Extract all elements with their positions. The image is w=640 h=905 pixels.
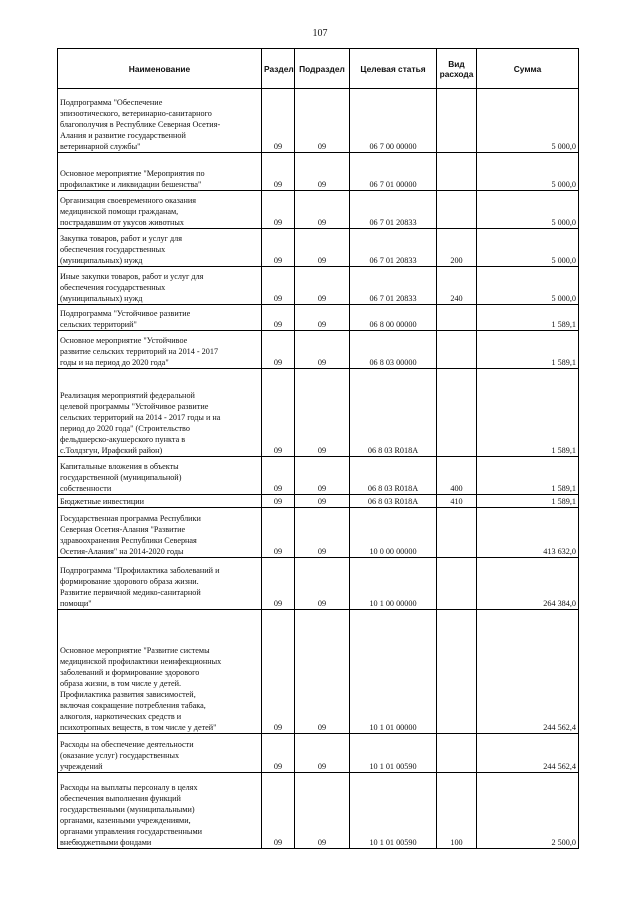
row-name: Основное мероприятие "Развитие системы медицинской профилактики неинфекционных заболеваний и формирование здорового образа жизни, в том числе у детей. Профилактика развития зависимостей, включая сокращение потребления табака, алкоголя, наркотических средств и психотропных веществ, в том числе у детей": [58, 610, 262, 734]
row-section: 09: [262, 734, 295, 773]
table-row: [58, 773, 579, 849]
row-section: 09: [262, 773, 295, 849]
table-row: [58, 229, 579, 267]
table-row: [58, 558, 579, 610]
row-subsection: 09: [295, 153, 350, 191]
row-name: Бюджетные инвестиции: [58, 495, 262, 508]
row-subsection: 09: [295, 773, 350, 849]
row-name: Реализация мероприятий федеральной целевой программы "Устойчивое развитие сельских территорий на 2014 - 2017 годы и на период до 2020 года" (Строительство фельдшерско-акушерского пункта в с.Толдзгун, Ирафский район): [58, 369, 262, 457]
row-expense-type: 410: [437, 495, 477, 508]
row-subsection: 09: [295, 508, 350, 558]
row-sum: 413 632,0: [477, 508, 579, 558]
row-target: 06 8 03 00000: [350, 331, 437, 369]
row-target: 10 0 00 00000: [350, 508, 437, 558]
row-section: 09: [262, 305, 295, 331]
row-target: 10 1 00 00000: [350, 558, 437, 610]
table-row: [58, 89, 579, 153]
row-section: 09: [262, 89, 295, 153]
row-target: 06 8 03 R018А: [350, 457, 437, 495]
row-name: Расходы на обеспечение деятельности (оказание услуг) государственных учреждений: [58, 734, 262, 773]
row-expense-type: [437, 305, 477, 331]
table-row: [58, 191, 579, 229]
table-row: [58, 305, 579, 331]
row-sum: 1 589,1: [477, 369, 579, 457]
row-subsection: 09: [295, 369, 350, 457]
page-number: 107: [312, 28, 328, 39]
row-section: 09: [262, 495, 295, 508]
row-target: 10 1 01 00590: [350, 773, 437, 849]
table-row: [58, 610, 579, 734]
table-row: [58, 331, 579, 369]
row-subsection: 09: [295, 734, 350, 773]
row-sum: 244 562,4: [477, 610, 579, 734]
row-sum: 244 562,4: [477, 734, 579, 773]
row-section: 09: [262, 267, 295, 305]
row-target: 06 8 03 R018А: [350, 369, 437, 457]
row-section: 09: [262, 508, 295, 558]
row-name: Подпрограмма "Обеспечение эпизоотического, ветеринарно-санитарного благополучия в Республике Северная Осетия- Алания и развитие государственной ветеринарной службы": [58, 89, 262, 153]
row-expense-type: 400: [437, 457, 477, 495]
row-subsection: 09: [295, 267, 350, 305]
row-sum: 1 589,1: [477, 495, 579, 508]
row-name: Подпрограмма "Устойчивое развитие сельских территорий": [58, 305, 262, 331]
row-subsection: 09: [295, 191, 350, 229]
row-name: Подпрограмма "Профилактика заболеваний и формирование здорового образа жизни. Развитие первичной медико-санитарной помощи": [58, 558, 262, 610]
header-expense-type: Вид расхода: [437, 49, 477, 89]
row-target: 06 7 01 00000: [350, 153, 437, 191]
row-subsection: 09: [295, 495, 350, 508]
table-row: [58, 153, 579, 191]
row-subsection: 09: [295, 305, 350, 331]
row-name: Основное мероприятие "Мероприятия по профилактике и ликвидации бешенства": [58, 153, 262, 191]
header-name: Наименование: [58, 49, 262, 89]
row-section: 09: [262, 229, 295, 267]
row-sum: 5 000,0: [477, 191, 579, 229]
table-row: [58, 495, 579, 508]
table-header-row: [58, 49, 579, 89]
row-expense-type: [437, 191, 477, 229]
row-sum: 1 589,1: [477, 457, 579, 495]
header-section: Раздел: [262, 49, 295, 89]
row-section: 09: [262, 457, 295, 495]
row-target: 06 8 00 00000: [350, 305, 437, 331]
row-expense-type: [437, 508, 477, 558]
row-target: 10 1 01 00590: [350, 734, 437, 773]
header-subsection: Подраздел: [295, 49, 350, 89]
row-expense-type: 100: [437, 773, 477, 849]
row-sum: 5 000,0: [477, 229, 579, 267]
row-expense-type: [437, 610, 477, 734]
row-sum: 2 500,0: [477, 773, 579, 849]
row-subsection: 09: [295, 558, 350, 610]
row-expense-type: 240: [437, 267, 477, 305]
row-target: 10 1 01 00000: [350, 610, 437, 734]
row-section: 09: [262, 191, 295, 229]
row-name: Капитальные вложения в объекты государственной (муниципальной) собственности: [58, 457, 262, 495]
row-target: 06 8 03 R018А: [350, 495, 437, 508]
row-target: 06 7 01 20833: [350, 229, 437, 267]
header-target: Целевая статья: [350, 49, 437, 89]
row-sum: 5 000,0: [477, 267, 579, 305]
row-name: Государственная программа Республики Северная Осетия-Алания "Развитие здравоохранения Республики Северная Осетия-Алания" на 2014-2020 годы: [58, 508, 262, 558]
budget-table: [57, 48, 579, 849]
row-name: Расходы на выплаты персоналу в целях обеспечения выполнения функций государственными (муниципальными) органами, казенными учреждениями, органами управления государственными внебюджетными фондами: [58, 773, 262, 849]
row-sum: 1 589,1: [477, 305, 579, 331]
row-sum: 1 589,1: [477, 331, 579, 369]
row-sum: 264 384,0: [477, 558, 579, 610]
row-name: Основное мероприятие "Устойчивое развитие сельских территорий на 2014 - 2017 годы и на период до 2020 года": [58, 331, 262, 369]
row-name: Организация своевременного оказания медицинской помощи гражданам, пострадавшим от укусов животных: [58, 191, 262, 229]
row-sum: 5 000,0: [477, 153, 579, 191]
row-target: 06 7 01 20833: [350, 191, 437, 229]
row-name: Закупка товаров, работ и услуг для обеспечения государственных (муниципальных) нужд: [58, 229, 262, 267]
row-section: 09: [262, 610, 295, 734]
row-subsection: 09: [295, 610, 350, 734]
table-row: [58, 508, 579, 558]
row-subsection: 09: [295, 89, 350, 153]
row-target: 06 7 01 20833: [350, 267, 437, 305]
row-sum: 5 000,0: [477, 89, 579, 153]
row-section: 09: [262, 558, 295, 610]
row-section: 09: [262, 331, 295, 369]
row-section: 09: [262, 153, 295, 191]
table-row: [58, 267, 579, 305]
row-subsection: 09: [295, 331, 350, 369]
table-row: [58, 734, 579, 773]
row-expense-type: [437, 734, 477, 773]
table-row: [58, 457, 579, 495]
row-subsection: 09: [295, 457, 350, 495]
row-expense-type: 200: [437, 229, 477, 267]
row-expense-type: [437, 369, 477, 457]
table-row: [58, 369, 579, 457]
row-expense-type: [437, 89, 477, 153]
row-section: 09: [262, 369, 295, 457]
row-expense-type: [437, 153, 477, 191]
header-sum: Сумма: [477, 49, 579, 89]
row-subsection: 09: [295, 229, 350, 267]
row-expense-type: [437, 331, 477, 369]
row-target: 06 7 00 00000: [350, 89, 437, 153]
row-name: Иные закупки товаров, работ и услуг для обеспечения государственных (муниципальных) нужд: [58, 267, 262, 305]
row-expense-type: [437, 558, 477, 610]
